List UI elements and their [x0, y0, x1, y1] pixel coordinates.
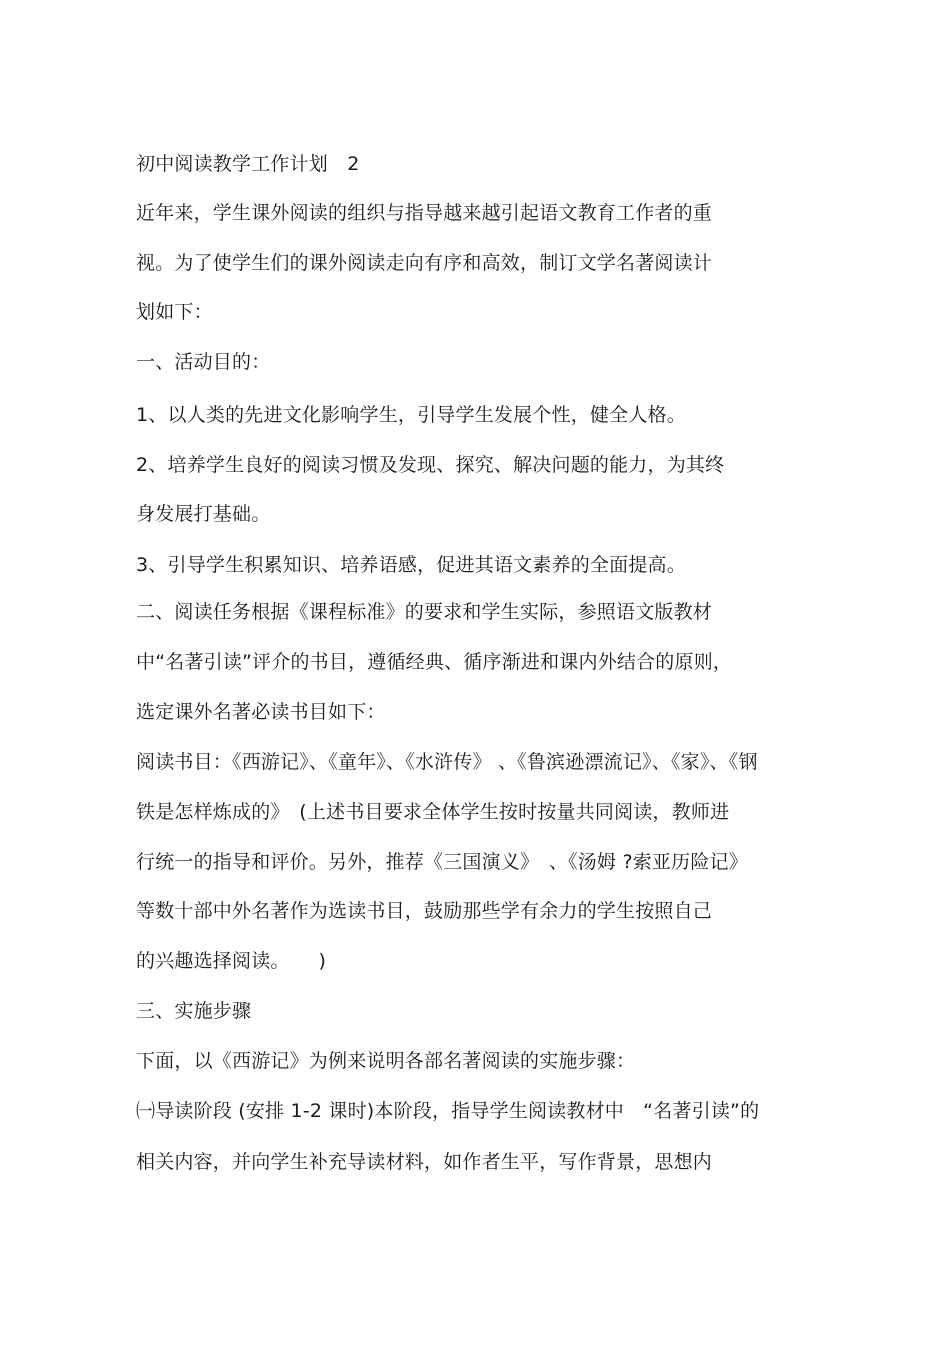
paragraph-line: 视。为了使学生们的课外阅读走向有序和高效，制订文学名著阅读计 — [136, 252, 713, 274]
paragraph-line: 下面，以《西游记》为例来说明各部名著阅读的实施步骤： — [136, 1050, 636, 1072]
paragraph-line: 的兴趣选择阅读。 ) — [136, 950, 327, 972]
section-heading: 一、活动目的： — [136, 351, 271, 373]
section-heading: 三、实施步骤 — [136, 1000, 252, 1022]
paragraph-line: 阅读书目：《西游记》、《童年》、《水浒传》 、《鲁滨逊漂流记》、《家》、《钢 — [136, 751, 758, 773]
paragraph-line: 相关内容，并向学生补充导读材料，如作者生平，写作背景，思想内 — [136, 1151, 713, 1173]
paragraph-line: 选定课外名著必读书目如下： — [136, 701, 386, 723]
list-item-continuation: 身发展打基础。 — [136, 503, 271, 525]
paragraph-line: 铁是怎样炼成的》 (上述书目要求全体学生按时按量共同阅读，教师进 — [136, 801, 730, 823]
paragraph-line: 等数十部中外名著作为选读书目，鼓励那些学有余力的学生按照自己 — [136, 900, 713, 922]
list-item: 2、培养学生良好的阅读习惯及发现、探究、解决问题的能力，为其终 — [136, 454, 725, 476]
paragraph-line: 行统一的指导和评价。另外，推荐《三国演义》 、《汤姆 ?索亚历险记》 — [136, 851, 748, 873]
document-title: 初中阅读教学工作计划 2 — [136, 153, 360, 175]
paragraph-line: 划如下： — [136, 301, 213, 323]
list-item: 1、以人类的先进文化影响学生，引导学生发展个性，健全人格。 — [136, 404, 686, 426]
list-item: 3、引导学生积累知识、培养语感，促进其语文素养的全面提高。 — [136, 554, 686, 576]
section-heading: 二、阅读任务根据《课程标准》的要求和学生实际，参照语文版教材 — [136, 601, 713, 623]
paragraph-line: 中“名著引读”评介的书目，遵循经典、循序渐进和课内外结合的原则， — [136, 651, 733, 673]
paragraph-line: 近年来，学生课外阅读的组织与指导越来越引起语文教育工作者的重 — [136, 202, 713, 224]
paragraph-line: ㈠导读阶段 (安排 1-2 课时)本阶段，指导学生阅读教材中 “名著引读”的 — [136, 1100, 760, 1122]
